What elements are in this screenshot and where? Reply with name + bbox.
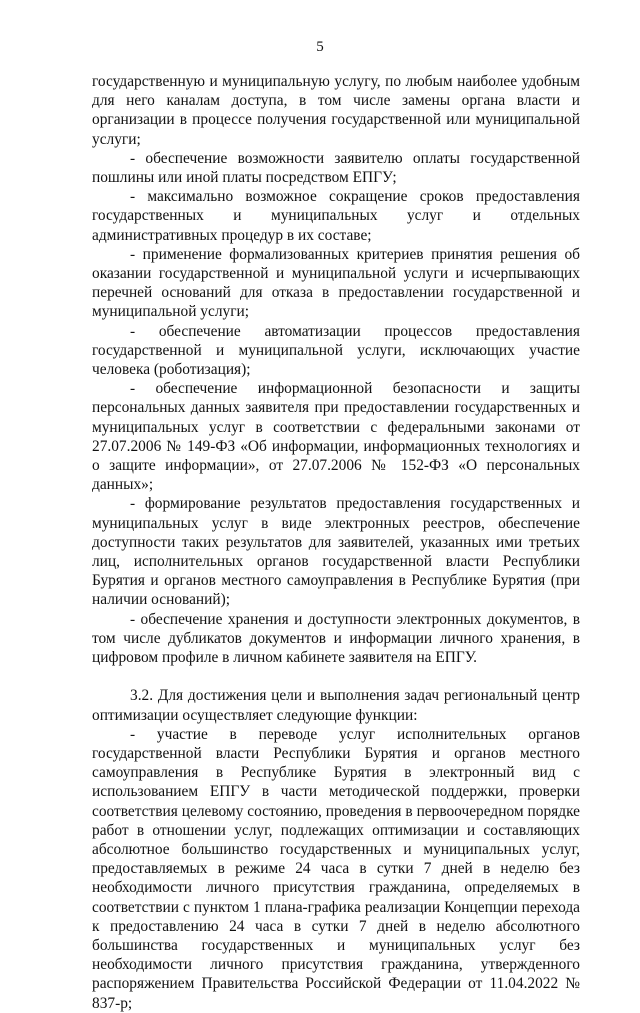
paragraph-continuation: государственную и муниципальную услугу, по любым наиболее удобным для него каналам доступа, в том числе замены органа власти и организации в процессе получения государственной или муниципальной услуги; (92, 73, 580, 148)
document-body (92, 72, 580, 1013)
list-item-automation: - обеспечение автоматизации процессов предоставления государственной и муниципальной услуги, исключающих участие человека (роботизация); (92, 322, 580, 379)
list-item-document-storage: - обеспечение хранения и доступности электронных документов, в том числе дубликатов документов и информации личного хранения, в цифровом профиле в личном кабинете заявителя на ЕПГУ. (92, 610, 580, 667)
section-3-2-intro: 3.2. Для достижения цели и выполнения задач региональный центр оптимизации осуществляет следующие функции: (92, 687, 580, 724)
list-item-service-transfer: - участие в переводе услуг исполнительных органов государственной власти Республики Бурятия и органов местного самоуправления в Республике Бурятия в электронный вид с использованием ЕПГУ в части методической поддержки, проверки соответствия целевому состоянию, проведения в первоочередном порядке работ в отношении услуг, подлежащих оптимизации и составляющих абсолютное большинство государственных и муниципальных услуг, предоставляемых в режиме 24 часа в сутки 7 дней в неделю без необходимости личного присутствия гражданина, определяемых в соответствии с пунктом 1 плана-графика реализации Концепции перехода к предоставлению 24 часа в сутки 7 дней в неделю абсолютного большинства государственных и муниципальных услуг без необходимости личного присутствия гражданина, утвержденного распоряжением Правительства Российской Федерации от 11.04.2022 № 837-р; (92, 725, 580, 1012)
list-item-information-security: - обеспечение информационной безопасности и защиты персональных данных заявителя при предоставлении государственных и муниципальных услуг в соответствии с федеральными законами от 27.07.2006 № 149-ФЗ «Об информации, информационных технологиях и о защите информации», от 27.07.2006 № 152-ФЗ «О персональных данных»; (92, 380, 580, 494)
list-item-electronic-registers: - формирование результатов предоставления государственных и муниципальных услуг в виде электронных реестров, обеспечение доступности таких результатов для заявителей, указанных ими третьих лиц, исполнительных органов государственной власти Республики Бурятия и органов местного самоуправления в Республике Бурятия (при наличии оснований); (92, 495, 580, 609)
section-gap (92, 667, 580, 686)
list-item-formalized-criteria: - применение формализованных критериев принятия решения об оказании государственной и муниципальной услуги и исчерпывающих перечней оснований для отказа в предоставлении государственной и муниципальной услуги; (92, 245, 580, 321)
list-item-fee-payment: - обеспечение возможности заявителю оплаты государственной пошлины или иной платы посредством ЕПГУ; (92, 149, 580, 187)
page-number: 5 (316, 39, 324, 55)
list-item-deadline-reduction: - максимально возможное сокращение сроков предоставления государственных и муниципальных услуг и отдельных административных процедур в их составе; (92, 188, 580, 244)
